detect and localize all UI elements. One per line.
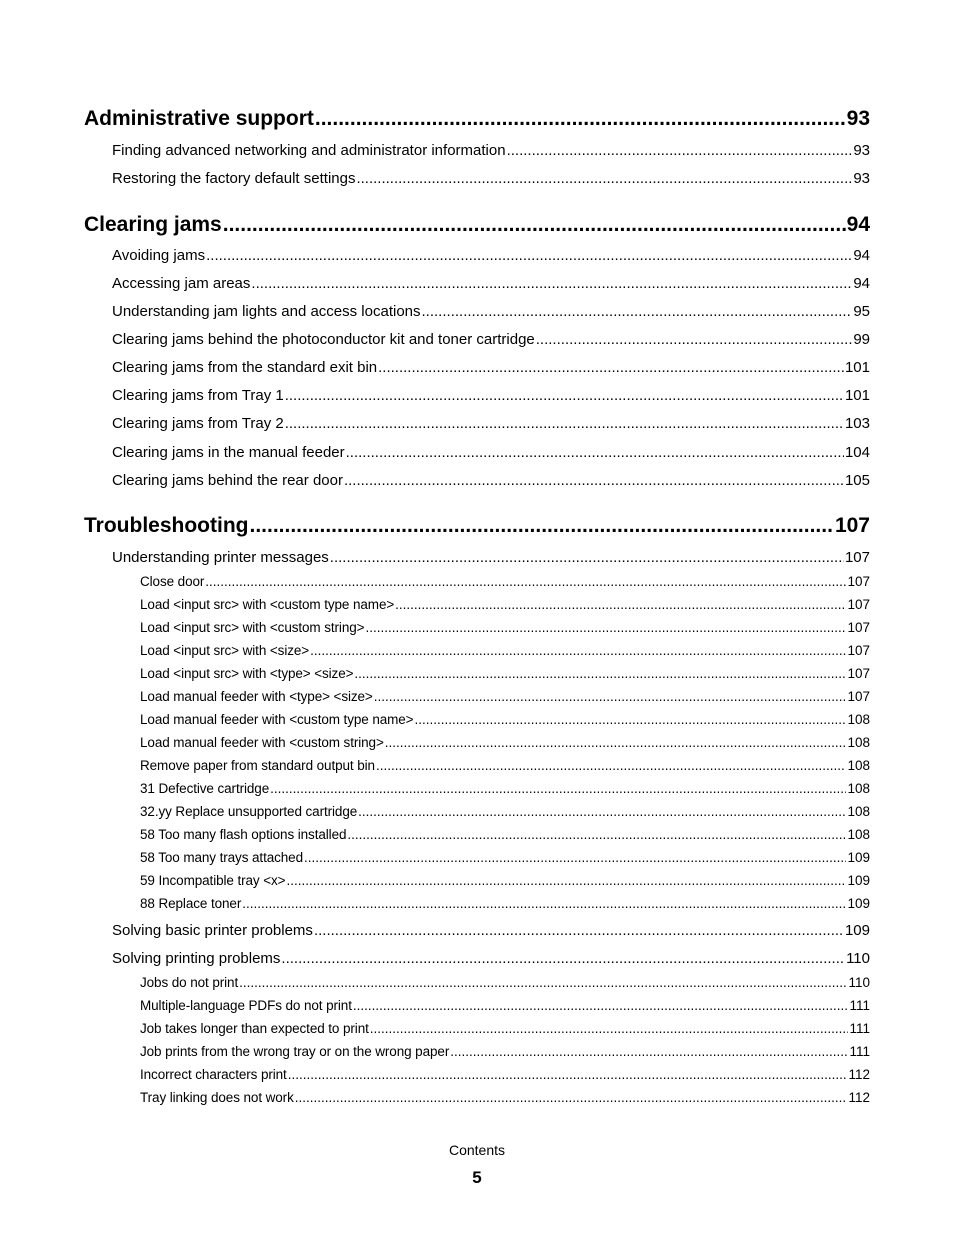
toc-entry[interactable] [112, 443, 870, 463]
dot-leader [242, 895, 846, 913]
dot-leader [347, 826, 846, 844]
toc-subentry[interactable] [140, 803, 870, 821]
toc-page-number: 93 [853, 170, 870, 187]
toc-subentry[interactable] [140, 642, 870, 660]
toc-subentry[interactable] [140, 780, 870, 798]
dot-leader [205, 573, 846, 591]
dot-leader [285, 386, 844, 406]
toc-subentry-title: Load <input src> with <custom string> [140, 620, 365, 635]
toc-page-number: 94 [853, 275, 870, 292]
toc-entry[interactable] [112, 141, 870, 161]
toc-subentry-title: Job takes longer than expected to print [140, 1021, 369, 1036]
toc-subentry-title: 58 Too many flash options installed [140, 827, 347, 842]
dot-leader [251, 274, 852, 294]
toc-subentry[interactable] [140, 826, 870, 844]
dot-leader [288, 1066, 848, 1084]
dot-leader [344, 471, 844, 491]
toc-section-heading[interactable] [84, 512, 870, 540]
toc-page-number: 94 [853, 247, 870, 264]
dot-leader [422, 302, 853, 322]
dot-leader [356, 169, 852, 189]
toc-entry-title: Accessing jam areas [112, 275, 251, 292]
toc-subentry-title: 88 Replace toner [140, 896, 242, 911]
toc-page-number: 108 [847, 804, 870, 819]
dot-leader [376, 757, 847, 775]
toc-page-number: 93 [853, 142, 870, 159]
toc-subentry[interactable] [140, 1020, 870, 1038]
toc-page-number: 107 [844, 549, 870, 566]
dot-leader [395, 596, 846, 614]
toc-subentry-title: 31 Defective cartridge [140, 781, 270, 796]
toc-page-number: 107 [847, 643, 870, 658]
toc-subentry[interactable] [140, 997, 870, 1015]
dot-leader [239, 974, 847, 992]
dot-leader [314, 921, 844, 941]
toc-subentry[interactable] [140, 734, 870, 752]
toc-page-number: 109 [847, 850, 870, 865]
toc-page-number: 111 [849, 1044, 870, 1059]
toc-subentry-title: 58 Too many trays attached [140, 850, 303, 865]
toc-entry-title: Clearing jams behind the photoconductor kit and toner cartridge [112, 331, 535, 348]
dot-leader [353, 997, 849, 1015]
toc-subentry-title: 32.yy Replace unsupported cartridge [140, 804, 358, 819]
toc-page-number: 107 [847, 666, 870, 681]
toc-subentry-title: Load <input src> with <custom type name> [140, 597, 395, 612]
toc-page-number: 108 [847, 712, 870, 727]
dot-leader [249, 512, 833, 540]
toc-page-number: 107 [847, 689, 870, 704]
toc-entry-title: Finding advanced networking and administrator information [112, 142, 506, 159]
dot-leader [285, 414, 844, 434]
toc-page-number: 109 [844, 922, 870, 939]
toc-page-number: 95 [853, 303, 870, 320]
toc-page-number: 99 [853, 331, 870, 348]
toc-page-number: 108 [847, 735, 870, 750]
toc-subentry-title: Close door [140, 574, 205, 589]
dot-leader [330, 548, 844, 568]
toc-entry[interactable] [112, 169, 870, 189]
toc-page-number: 108 [847, 781, 870, 796]
toc-page-number: 110 [846, 950, 870, 967]
toc-entry-title: Solving basic printer problems [112, 922, 313, 939]
toc-page-number: 108 [847, 827, 870, 842]
toc-page-number: 105 [844, 472, 870, 489]
dot-leader [507, 141, 853, 161]
toc-page-number: 101 [844, 387, 870, 404]
toc-entry[interactable] [112, 358, 870, 378]
toc-entry-title: Clearing jams from Tray 1 [112, 387, 284, 404]
toc-entry-title: Clearing jams from the standard exit bin [112, 359, 378, 376]
footer-label: Contents [448, 1142, 506, 1158]
toc-subentry-title: Load manual feeder with <type> <size> [140, 689, 373, 704]
dot-leader [374, 688, 847, 706]
toc-subentry-title: Load <input src> with <size> [140, 643, 310, 658]
toc-subentry-title: Job prints from the wrong tray or on the wrong paper [140, 1044, 450, 1059]
toc-page-number: 109 [847, 873, 870, 888]
toc-page-number: 112 [848, 1067, 870, 1082]
toc-page-number: 108 [847, 758, 870, 773]
dot-leader [354, 665, 846, 683]
toc-subentry-title: Load <input src> with <type> <size> [140, 666, 354, 681]
toc-entry-title: Understanding jam lights and access locations [112, 303, 421, 320]
toc-section-title: Troubleshooting [84, 514, 249, 537]
toc-page-number: 107 [847, 620, 870, 635]
toc-subentry-title: Load manual feeder with <custom type name> [140, 712, 414, 727]
toc-subentry[interactable] [140, 596, 870, 614]
toc-subentry[interactable] [140, 711, 870, 729]
dot-leader [295, 1089, 848, 1107]
toc-subentry[interactable] [140, 849, 870, 867]
toc-page-number: 111 [849, 998, 870, 1013]
toc-subentry-title: Load manual feeder with <custom string> [140, 735, 384, 750]
toc-entry[interactable] [112, 274, 870, 294]
toc-subentry[interactable] [140, 974, 870, 992]
toc-page-number: 104 [844, 444, 870, 461]
dot-leader [385, 734, 847, 752]
toc-entry[interactable] [112, 949, 870, 969]
toc-page-number: 110 [848, 975, 870, 990]
toc-section-heading[interactable] [84, 105, 870, 133]
dot-leader [536, 330, 853, 350]
toc-subentry[interactable] [140, 1066, 870, 1084]
toc-page-number: 103 [844, 415, 870, 432]
toc-page-number: 109 [847, 896, 870, 911]
toc-subentry[interactable] [140, 757, 870, 775]
page-number: 5 [472, 1168, 482, 1187]
dot-leader [281, 949, 845, 969]
toc-subentry-title: Jobs do not print [140, 975, 239, 990]
dot-leader [286, 872, 846, 890]
toc-subentry[interactable] [140, 665, 870, 683]
toc-entry-title: Solving printing problems [112, 950, 281, 967]
dot-leader [346, 443, 844, 463]
toc-section-title: Clearing jams [84, 213, 222, 236]
toc-section-title: Administrative support [84, 107, 314, 130]
dot-leader [223, 211, 846, 239]
toc-entry[interactable] [112, 330, 870, 350]
toc-subentry[interactable] [140, 573, 870, 591]
toc-entry-title: Clearing jams in the manual feeder [112, 444, 345, 461]
toc-page-number: 94 [846, 213, 870, 236]
dot-leader [206, 246, 852, 266]
toc-entry[interactable] [112, 548, 870, 568]
dot-leader [370, 1020, 849, 1038]
toc-entry[interactable] [112, 386, 870, 406]
toc-entry[interactable] [112, 246, 870, 266]
dot-leader [304, 849, 846, 867]
toc-page-number: 101 [844, 359, 870, 376]
toc-entry-title: Clearing jams from Tray 2 [112, 415, 284, 432]
toc-subentry-title: Incorrect characters print [140, 1067, 287, 1082]
toc-subentry[interactable] [140, 872, 870, 890]
toc-subentry-title: Tray linking does not work [140, 1090, 294, 1105]
dot-leader [365, 619, 846, 637]
dot-leader [378, 358, 844, 378]
toc-entry[interactable] [112, 471, 870, 491]
toc-entry-title: Avoiding jams [112, 247, 206, 264]
dot-leader [270, 780, 846, 798]
toc-page-number: 107 [834, 514, 870, 537]
toc-page-number: 107 [847, 574, 870, 589]
dot-leader [315, 105, 846, 133]
toc-entry[interactable] [112, 302, 870, 322]
toc-page-number: 93 [846, 107, 870, 130]
toc-page-number: 112 [848, 1090, 870, 1105]
toc-page-number: 107 [847, 597, 870, 612]
toc-entry-title: Clearing jams behind the rear door [112, 472, 343, 489]
toc-entry[interactable] [112, 414, 870, 434]
dot-leader [358, 803, 846, 821]
toc-subentry[interactable] [140, 1043, 870, 1061]
dot-leader [450, 1043, 848, 1061]
toc-subentry[interactable] [140, 688, 870, 706]
toc-subentry-title: 59 Incompatible tray <x> [140, 873, 286, 888]
toc-entry-title: Understanding printer messages [112, 549, 329, 566]
toc-entry[interactable] [112, 921, 870, 941]
toc-subentry[interactable] [140, 1089, 870, 1107]
toc-section-heading[interactable] [84, 211, 870, 239]
toc-entry-title: Restoring the factory default settings [112, 170, 356, 187]
toc-subentry[interactable] [140, 619, 870, 637]
dot-leader [310, 642, 846, 660]
toc-subentry-title: Multiple-language PDFs do not print [140, 998, 352, 1013]
toc-subentry-title: Remove paper from standard output bin [140, 758, 375, 773]
toc-subentry[interactable] [140, 895, 870, 913]
toc-page-number: 111 [849, 1021, 870, 1036]
dot-leader [414, 711, 846, 729]
